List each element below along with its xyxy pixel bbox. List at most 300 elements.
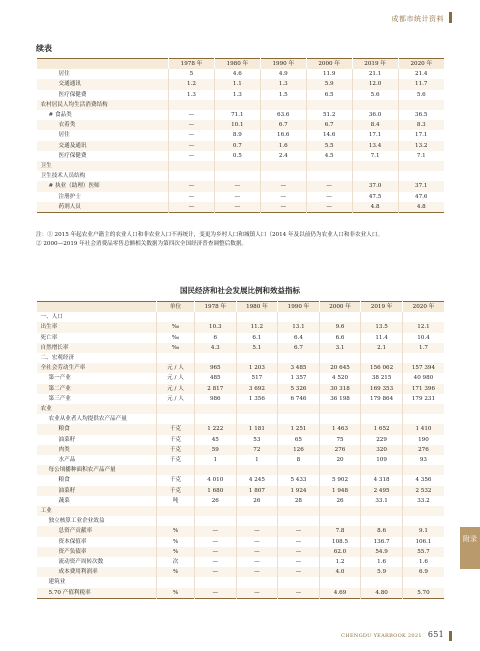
table-cell: — [214,202,260,213]
row-label: 粮食 [37,424,157,434]
table-cell [402,506,444,516]
table-cell: 26 [236,496,278,506]
row-label: 卫生 [37,161,169,171]
table-cell: 2.1 [361,343,403,353]
table-cell: 13.1 [278,322,320,332]
table-cell [402,577,444,587]
table-cell: 51.2 [306,110,352,120]
table-cell [319,404,361,414]
row-label: 居住 [58,132,70,139]
row-unit: 次 [157,557,195,567]
table-cell: 1 [236,455,278,465]
row-label: 死亡率 [40,334,58,341]
page-number: 651 [427,630,444,639]
table-cell: 1 203 [236,363,278,373]
table-row [37,181,445,191]
table-cell: 37.1 [398,181,444,191]
table-cell: — [169,192,215,202]
table-cell: 1.7 [402,343,444,353]
table-cell: 106.1 [402,537,444,547]
table-cell [278,516,320,526]
table-cell: 11.4 [361,333,403,343]
row-label: 资产负债率 [37,547,157,557]
row-label: 医疗保健费 [58,152,87,159]
table-cell: 2 532 [402,486,444,496]
table-cell: — [278,588,320,599]
table-cell [214,171,260,181]
column-header [37,59,169,70]
table-cell: 8.3 [398,120,444,130]
table-cell [195,312,237,322]
row-unit: 千克 [157,455,195,465]
column-header: 2000 年 [306,59,352,70]
running-header: 成都市统计资料 [391,15,444,23]
row-unit: 吨 [157,496,195,506]
table-header-row [37,59,445,70]
row-label: 肉类 [37,445,157,455]
table-cell: 11.2 [236,322,278,332]
table-header-row [37,302,445,313]
table-cell [352,100,398,110]
column-header: 1980 年 [214,59,260,70]
row-label: 一、人口 [40,314,63,321]
table-cell [319,414,361,424]
table-cell: — [195,547,237,557]
table-cell: 1.6 [260,141,306,151]
table-cell: — [169,110,215,120]
row-unit: % [157,547,195,557]
row-unit: 元 / 人 [157,384,195,394]
table-cell: 6.6 [319,333,361,343]
table-cell [361,516,403,526]
table-cell [236,404,278,414]
table-cell [214,100,260,110]
table-cell: 3.1 [319,343,361,353]
table-cell: 276 [402,445,444,455]
table-cell: — [169,130,215,140]
table-cell: 179 864 [361,394,403,404]
table-cell: 1.3 [169,90,215,100]
row-unit: 元 / 人 [157,394,195,404]
table-row [37,384,445,394]
table-cell: 1.6 [402,557,444,567]
table-cell: 109 [361,455,403,465]
row-unit: 千克 [157,424,195,434]
table-cell: — [236,557,278,567]
row-label: 农业从业者人均提供农产品产量 [48,416,127,423]
table-cell: — [236,567,278,577]
table-cell: 5.9 [306,79,352,89]
table-cell: 1 357 [278,373,320,383]
appendix-side-tab[interactable]: 附录 [460,527,480,569]
row-label: 农业 [37,404,157,414]
table-row [37,445,445,455]
table-cell: 28 [278,496,320,506]
table-cell [319,577,361,587]
table-cell: 6.7 [260,120,306,130]
row-label: 5.70 产值利税率 [37,588,157,599]
table-cell: 5.70 [402,588,444,599]
table-cell: 13.5 [361,322,403,332]
row-unit: % [157,588,195,599]
row-label: 油菜籽 [37,486,157,496]
table-cell: 2.4 [260,151,306,161]
table-cell: 5.1 [236,343,278,353]
table-cell: 9.1 [402,526,444,536]
table-row [37,363,445,373]
table-cell [278,353,320,363]
table-row [37,455,445,465]
table-cell [402,414,444,424]
column-header: 1978 年 [195,302,237,313]
table-cell [361,577,403,587]
row-label: 二、宏观经济 [40,355,75,362]
table-cell [319,506,361,516]
table-row [37,110,445,120]
table-cell [169,100,215,110]
table-cell: — [260,192,306,202]
row-label: 居住 [58,71,70,78]
row-label: 蔬菜 [58,497,70,504]
table-cell: 190 [402,435,444,445]
table-cell: — [169,202,215,213]
table-cell: 45 [195,435,237,445]
table-cell: 1.3 [214,90,260,100]
table-cell: 179 231 [402,394,444,404]
row-label: 成本费用利润率 [37,567,157,577]
table-cell: 6.7 [306,120,352,130]
table-cell: 5 433 [278,475,320,485]
table-cell: 38 215 [361,373,403,383]
row-label: 流动资产周转次数 [58,559,104,566]
table-cell: — [169,151,215,161]
row-label: # 食品类 [48,112,72,119]
table-row [37,171,445,181]
table-row [37,577,445,587]
table-cell [306,171,352,181]
table-cell: 1 356 [236,394,278,404]
row-unit: % [157,526,195,536]
row-label: 第一产业 [48,375,71,382]
table-cell: 4 318 [361,475,403,485]
table-cell: 169 353 [361,384,403,394]
table-cell [195,506,237,516]
table-row [37,161,445,171]
table-row [37,567,445,577]
table-row [37,424,445,434]
table-cell: 0.5 [214,151,260,161]
table-cell: 62.0 [319,547,361,557]
row-unit: 元 / 人 [157,363,195,373]
table-row [37,506,445,516]
table-row [37,100,445,110]
table-cell: 1 251 [278,424,320,434]
table-cell: 37.0 [352,181,398,191]
table-cell: 4.5 [306,151,352,161]
table-cell: 4.69 [319,588,361,599]
row-label: 建筑业 [48,579,66,586]
table-row [37,465,445,475]
table-cell: 1 [195,455,237,465]
table-cell: — [260,181,306,191]
table-cell [361,506,403,516]
table-cell: 75 [319,435,361,445]
table-cell [402,516,444,526]
table-cell [319,516,361,526]
table-cell: 12.0 [352,79,398,89]
table-cell [352,171,398,181]
table-cell [236,312,278,322]
row-label: 卫生技术人员结构 [40,173,86,180]
table-cell [195,353,237,363]
table-indicators [36,301,444,599]
table-cell: 20 [319,455,361,465]
table-cell [319,312,361,322]
row-unit [157,516,195,526]
table-cell [402,312,444,322]
table-cell: 14.6 [306,130,352,140]
table-cell: 5.6 [352,90,398,100]
table-cell: 6 746 [278,394,320,404]
table-cell: 5.9 [361,567,403,577]
table-cell [260,171,306,181]
table-cell: 59 [195,445,237,455]
table-cell: — [195,537,237,547]
row-unit: 千克 [157,435,195,445]
table-cell: — [306,181,352,191]
table-cell: 33.1 [361,496,403,506]
table-cell: 156 062 [361,363,403,373]
row-label: 粮食 [58,477,70,484]
row-label: 水产品 [58,457,76,464]
column-header: 2020 年 [402,302,444,313]
table-cell: 1 948 [319,486,361,496]
column-header: 1990 年 [278,302,320,313]
table-cell [195,414,237,424]
table-row [37,202,445,213]
table-cell [361,404,403,414]
table-cell: 26 [319,496,361,506]
table-cell: 20 645 [319,363,361,373]
table-cell: 8.6 [361,526,403,536]
table-cell: 6.9 [402,567,444,577]
table-cell: 4 010 [195,475,237,485]
table-cell: 1.3 [260,79,306,89]
table-cell: — [236,537,278,547]
table-cell: — [236,588,278,599]
table-cell: 4.8 [352,202,398,213]
table-cell [278,312,320,322]
table-cell [236,577,278,587]
row-unit: 千克 [157,486,195,496]
table-cell: 136.7 [361,537,403,547]
table-cell: 21.4 [398,69,444,79]
table-cell: 4.3 [195,343,237,353]
table-cell: 157 394 [402,363,444,373]
row-unit [157,353,195,363]
table-cell: 1 652 [361,424,403,434]
row-label: 工业 [37,506,157,516]
table-cell [398,100,444,110]
table-cell: 5.6 [398,90,444,100]
table-cell [361,353,403,363]
table-title: 国民经济和社会发展比例和效益指标 [180,286,300,295]
row-unit [157,465,195,475]
table-cell [236,516,278,526]
row-label: 农村居民人均生活消费结构 [37,100,169,110]
table-row [37,537,445,547]
table-cell: 1 924 [278,486,320,496]
table-cell: 6 [195,333,237,343]
row-unit: ‰ [157,322,195,332]
table-row [37,557,445,567]
table-cell: 1.2 [319,557,361,567]
row-unit: ‰ [157,333,195,343]
table-cell: 55.7 [402,547,444,557]
row-unit: 千克 [157,445,195,455]
table-cell: — [278,537,320,547]
table-row [37,435,445,445]
table-cell: — [214,192,260,202]
table-cell: 2 495 [361,486,403,496]
table-cell: — [260,202,306,213]
table-note-1: 注：① 2015 年起农业户籍主的农业人口和非农业人口不再统计，变更为乡村人口和城镇人口（2014 年及以前仍为农业人口和非农业人口。 [36,232,384,238]
table-cell: — [236,547,278,557]
table-cell [278,465,320,475]
row-label: 总资产贡献率 [37,526,157,536]
table-cell: — [169,141,215,151]
table-cell: 6.4 [278,333,320,343]
table-cell: 9.6 [319,322,361,332]
table-cell: — [278,567,320,577]
row-label: 衣着类 [37,120,169,130]
row-unit: 千克 [157,475,195,485]
table-row [37,547,445,557]
table-cell: 320 [361,445,403,455]
table-cell [398,161,444,171]
table-cell [169,171,215,181]
row-label: 第三产业 [48,395,71,402]
table-cell: 1 807 [236,486,278,496]
table-cell: — [195,557,237,567]
row-label: 自然增长率 [37,343,157,353]
table-row [37,322,445,332]
column-header: 1990 年 [260,59,306,70]
table-cell: 5.5 [306,141,352,151]
table-cell: — [278,547,320,557]
table-cell: 2 817 [195,384,237,394]
table-cell: 53 [236,435,278,445]
table-cell: 5 902 [319,475,361,485]
table-cell [402,353,444,363]
table-cell [361,414,403,424]
row-label: 全社会劳动生产率 [37,363,157,373]
table-cell [278,577,320,587]
table-cell [169,161,215,171]
table-cell: 4.9 [260,69,306,79]
table-cell: 229 [361,435,403,445]
table-cell [319,353,361,363]
table-cell: 5 326 [278,384,320,394]
row-unit [157,577,195,587]
table-cell [195,465,237,475]
table-cell [278,404,320,414]
table-cell: 63.6 [260,110,306,120]
table-cell [361,312,403,322]
table-cell: — [195,588,237,599]
table-cell: 54.9 [361,547,403,557]
table-cell: 17.1 [352,130,398,140]
row-unit: 元 / 人 [157,373,195,383]
page-footer [341,630,444,639]
table-row [37,130,445,140]
table-cell: 1 463 [319,424,361,434]
table-row [37,373,445,383]
table-cell: 26 [195,496,237,506]
table-cell: 17.1 [398,130,444,140]
column-header: 1978 年 [169,59,215,70]
table-cell: 13.4 [352,141,398,151]
table-cell: 4.80 [361,588,403,599]
table-note-2: ② 2000—2019 年社会消费品零售总额相关数据为第四次全国经济普查调整后数据。 [36,241,248,247]
table-cell [236,353,278,363]
column-header: 2019 年 [352,59,398,70]
row-label: 医疗保健费 [58,91,87,98]
table-cell [195,516,237,526]
table-cell: 93 [402,455,444,465]
table-cell: 4 245 [236,475,278,485]
table-cell: 10.3 [195,322,237,332]
row-unit [157,414,195,424]
header-accent-bar [449,12,452,23]
table-cell [236,506,278,516]
row-unit [157,312,195,322]
table-row [37,475,445,485]
table-cell: 986 [195,394,237,404]
table-cell: 11.9 [306,69,352,79]
table-cell: 21.1 [352,69,398,79]
table-cell: 12.1 [402,322,444,332]
row-label: 油菜籽 [58,436,76,443]
table-cell [402,465,444,475]
table-cell: — [236,526,278,536]
row-label: 交通通讯 [37,79,169,89]
table-continued [36,58,444,213]
table-cell: 40 980 [402,373,444,383]
column-header: 2020 年 [398,59,444,70]
table-cell: 1.2 [169,79,215,89]
table-cell: 6.1 [236,333,278,343]
footer-yearbook-name: CHENGDU YEARBOOK 2021 [341,633,422,639]
table-cell: 47.5 [352,192,398,202]
table-cell [195,577,237,587]
table-cell: 6.7 [278,343,320,353]
row-unit: % [157,567,195,577]
row-label: # 执业（助理）医师 [37,181,169,191]
table-row [37,343,445,353]
row-label: 出生率 [37,322,157,332]
table-cell: 4.0 [319,567,361,577]
table-row [37,526,445,536]
table-cell [260,100,306,110]
table-cell: 36.0 [352,110,398,120]
table-cell [278,414,320,424]
table-row [37,588,445,599]
row-label: 药剂人员 [37,202,169,213]
table-cell: 4 356 [402,475,444,485]
row-label: 交通及通讯 [37,141,169,151]
table-row [37,120,445,130]
